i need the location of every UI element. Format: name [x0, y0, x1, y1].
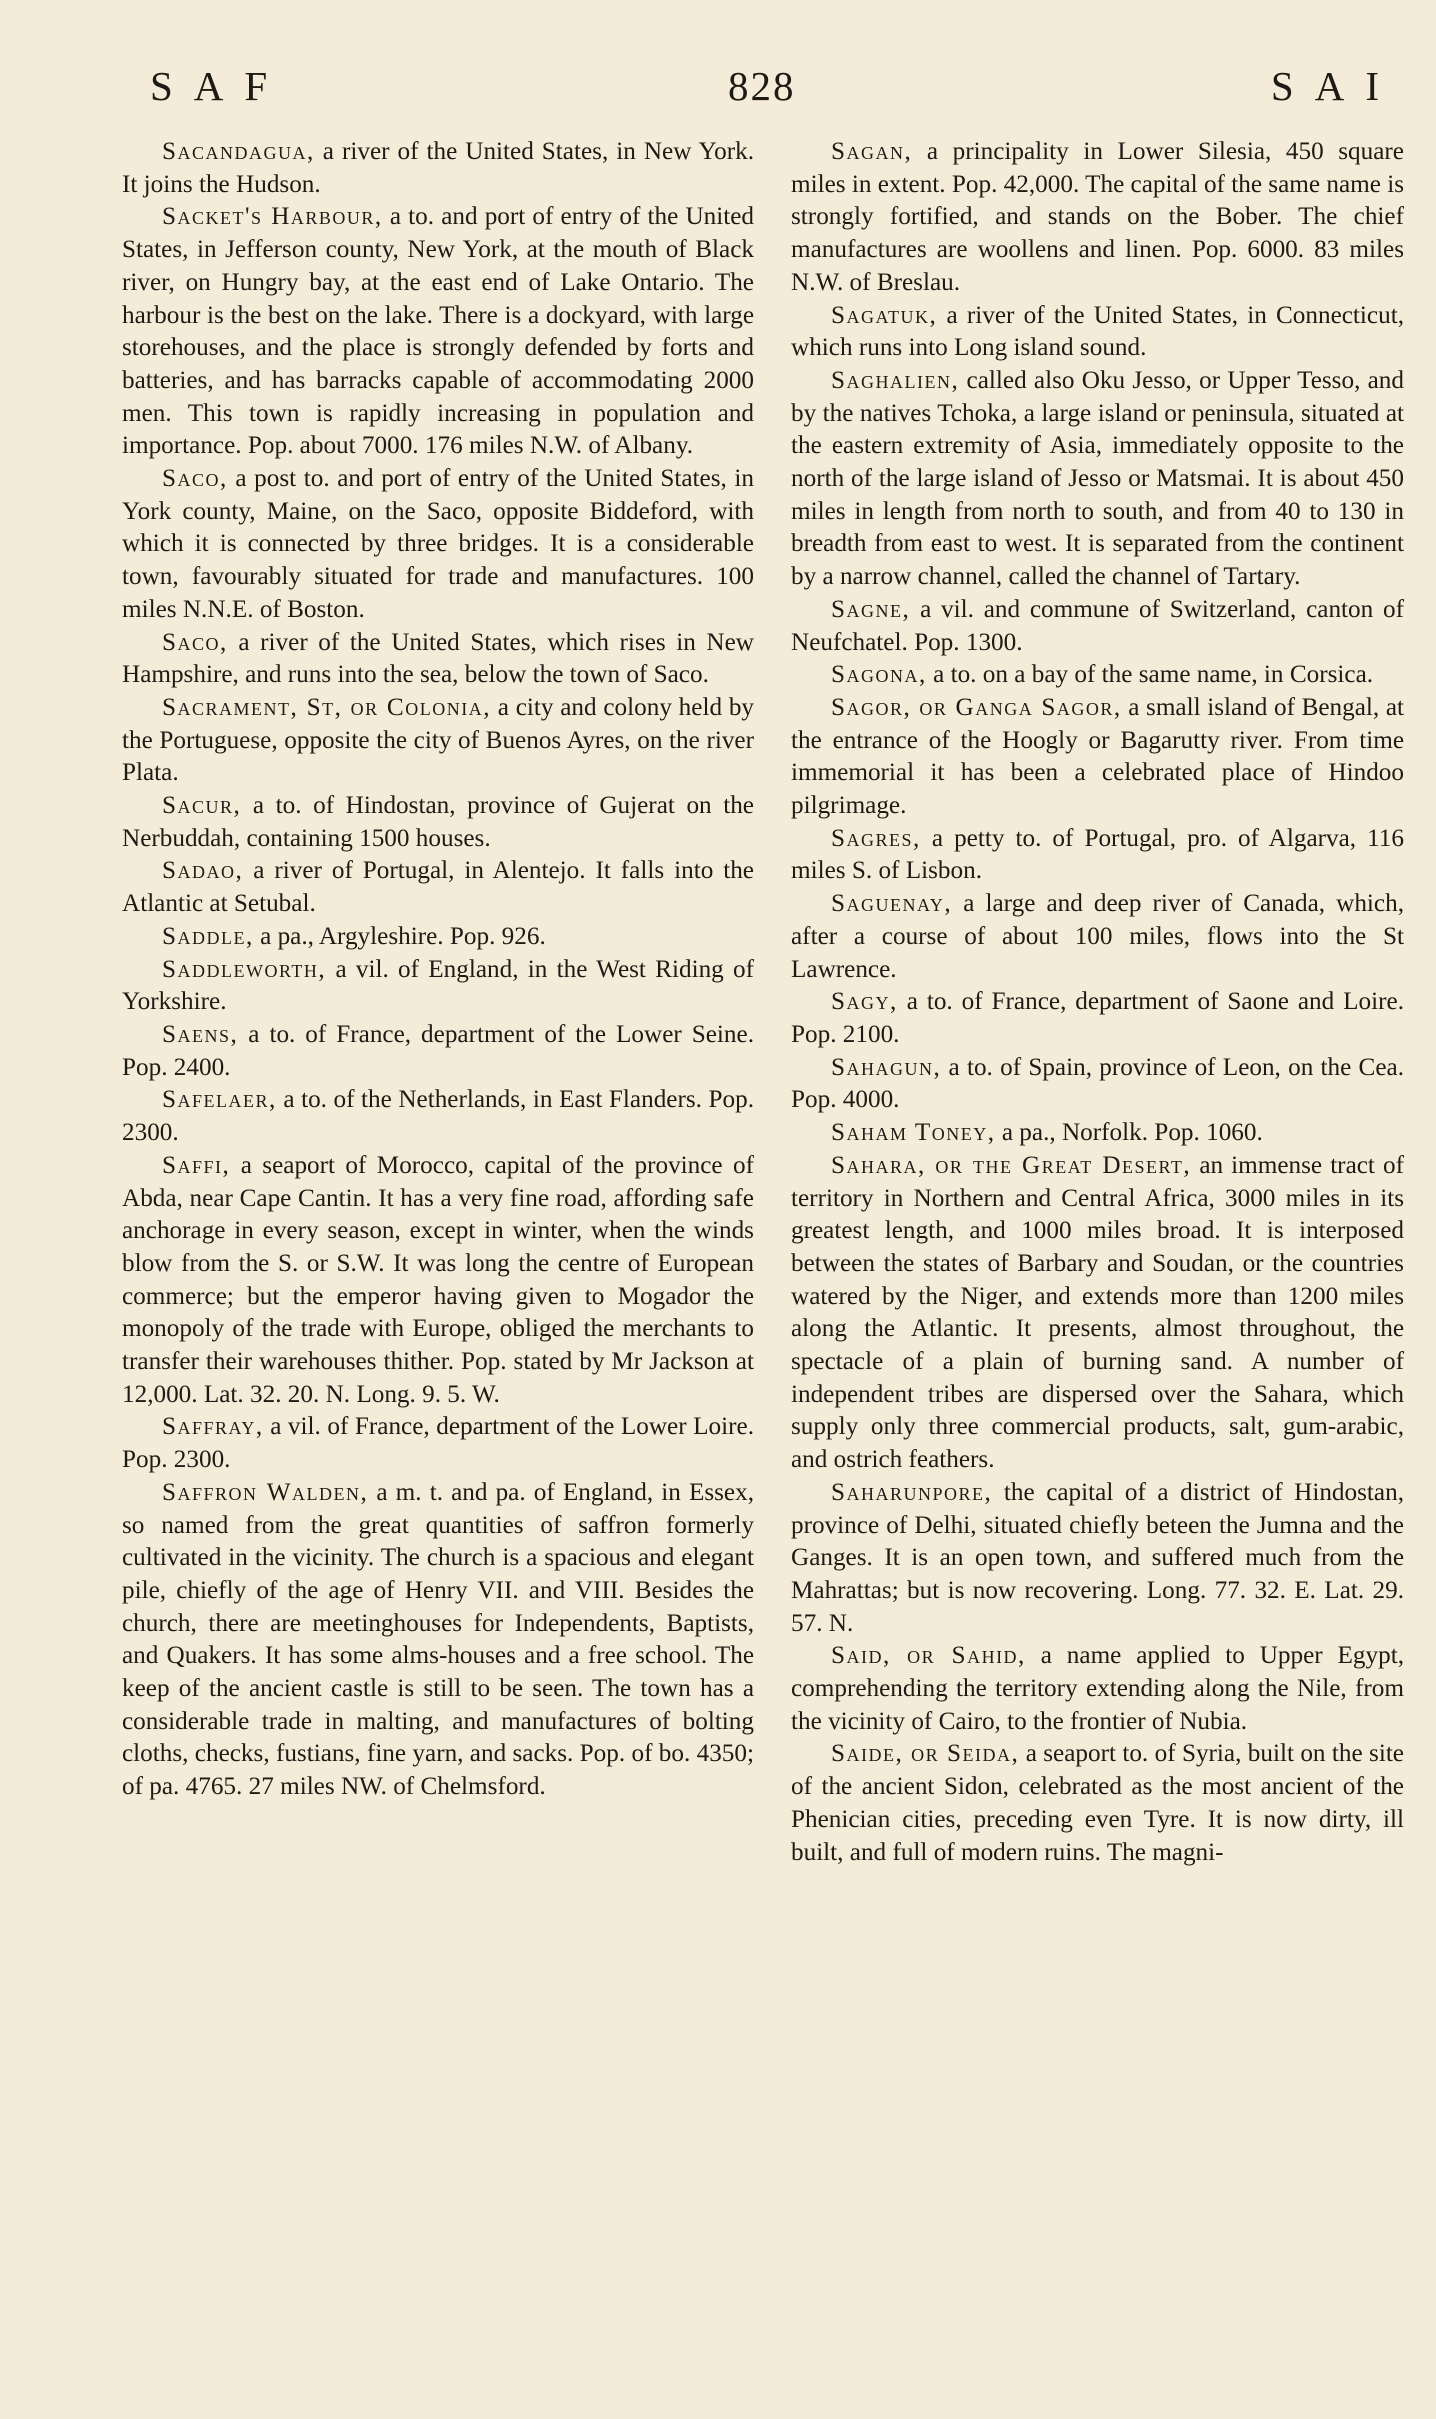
- dictionary-entry: [122, 201, 754, 463]
- entry-headword: Sagor, or Ganga Sagor,: [831, 693, 1122, 721]
- entry-text: a pa., Norfolk. Pop. 1060.: [995, 1119, 1263, 1147]
- entry-headword: Saham Toney,: [831, 1119, 996, 1147]
- entry-text: a petty to. of Portugal, pro. of Algarva, 116 miles S. of Lisbon.: [791, 824, 1404, 885]
- dictionary-entry: [791, 823, 1404, 888]
- entry-headword: Saco,: [162, 628, 228, 656]
- entry-headword: Sadao,: [162, 857, 244, 885]
- entry-headword: Saffray,: [162, 1413, 264, 1441]
- entry-text: a name applied to Upper Egypt, comprehending the territory extending along the Nile, from the vicinity of Cairo, to the frontier of Nubia.: [791, 1642, 1404, 1735]
- right-column: [791, 136, 1404, 1869]
- entry-text: an immense tract of territory in Northern and Central Africa, 3000 miles in its greatest length, and 1000 miles broad. It is interposed between the states of Barbary and Soudan, or the countries watered by the Niger, and extends more than 1200 miles along the Atlantic. It presents, almost throughout, the spectacle of a plain of burning sand. A number of independent tribes are dispersed over the Sahara, which supply only three commercial products, salt, gum-arabic, and ostrich feathers.: [791, 1151, 1404, 1474]
- entry-headword: Sacket's Harbour,: [162, 203, 383, 231]
- entry-headword: Sacur,: [162, 792, 242, 820]
- dictionary-entry: [122, 1150, 754, 1412]
- entry-text: a to. of Spain, province of Leon, on the Cea. Pop. 4000.: [791, 1053, 1404, 1114]
- header-left-term: SAF: [150, 63, 289, 109]
- dictionary-entry: [122, 790, 754, 855]
- entry-text: a pa., Argyleshire. Pop. 926.: [253, 922, 546, 950]
- entry-text: a to. of France, department of Saone and Loire. Pop. 2100.: [791, 988, 1404, 1048]
- entry-headword: Sahara, or the Great Desert,: [831, 1151, 1192, 1179]
- dictionary-entry: [122, 463, 754, 627]
- entry-text: a principality in Lower Silesia, 450 square miles in extent. Pop. 42,000. The capital of the same name is strongly fortified, and stands on the Bober. The chief manufactures are woollens and linen. Pop. 6000. 83 miles N.W. of Breslau.: [791, 138, 1404, 296]
- entry-text: a seaport to. of Syria, built on the site of the ancient Sidon, celebrated as the most ancient of the Phenician cities, preceding even Tyre. It is now dirty, ill built, and full of modern ruins. The magni-: [791, 1740, 1404, 1866]
- dictionary-entry: [122, 627, 754, 692]
- entry-headword: Sagona,: [831, 661, 927, 689]
- entry-text: a seaport of Morocco, capital of the province of Abda, near Cape Cantin. It has a very fine road, affording safe anchorage in every season, except in winter, when the winds blow from the S. or S.W. It was long the centre of European commerce; but the emperor having given to Mogador the monopoly of the trade with Europe, obliged the merchants to transfer their warehouses thither. Pop. stated by Mr Jackson at 12,000. Lat. 32. 20. N. Long. 9. 5. W.: [122, 1151, 754, 1408]
- dictionary-entry: [791, 1477, 1404, 1641]
- entry-headword: Sacrament, St, or Colonia,: [162, 693, 491, 721]
- entry-text: a river of the United States, in New York. It joins the Hudson.: [122, 138, 754, 198]
- dictionary-entry: [791, 1640, 1404, 1738]
- dictionary-entry: [791, 365, 1404, 594]
- entry-headword: Saco,: [162, 465, 228, 493]
- entry-text: a large and deep river of Canada, which, after a course of about 100 miles, flows into the St Lawrence.: [791, 890, 1404, 983]
- entry-text: a small island of Bengal, at the entrance of the Hoogly or Bagarutty river. From time immemorial it has been a celebrated place of Hindoo pilgrimage.: [791, 693, 1404, 820]
- dictionary-entry: [122, 1019, 754, 1084]
- entry-headword: Saffi,: [162, 1151, 231, 1179]
- dictionary-entry: [122, 1477, 754, 1804]
- dictionary-entry: [791, 1052, 1404, 1117]
- entry-headword: Sahagun,: [831, 1053, 942, 1081]
- left-column: [122, 136, 754, 1804]
- entry-text: called also Oku Jesso, or Upper Tesso, and by the natives Tchoka, a large island or peninsula, situated at the eastern extremity of Asia, immediately opposite to the north of the large island of Jesso or Matsmai. It is about 450 miles in length from north to south, and from 40 to 130 in breadth from east to west. It is separated from the continent by a narrow channel, called the channel of Tartary.: [791, 366, 1404, 591]
- entry-headword: Saharunpore,: [831, 1478, 993, 1506]
- dictionary-entry: [791, 300, 1404, 365]
- entry-headword: Sagres,: [831, 824, 921, 852]
- entry-text: a to. of Hindostan, province of Gujerat on the Nerbuddah, containing 1500 houses.: [122, 792, 754, 852]
- dictionary-entry: [122, 855, 754, 920]
- entry-text: a to. of the Netherlands, in East Flanders. Pop. 2300.: [122, 1086, 754, 1147]
- entry-headword: Safelaer,: [162, 1086, 277, 1114]
- dictionary-entry: [791, 692, 1404, 823]
- entry-text: a to. and port of entry of the United States, in Jefferson county, New York, at the mouth of Black river, on Hungry bay, at the east end of Lake Ontario. The harbour is the best on the lake. There is a dockyard, with large storehouses, and the place is strongly defended by forts and batteries, and has barracks capable of accommodating 2000 men. This town is rapidly increasing in population and importance. Pop. about 7000. 176 miles N.W. of Albany.: [122, 203, 755, 460]
- entry-text: a city and colony held by the Portuguese, opposite the city of Buenos Ayres, on the river Plata.: [122, 693, 755, 787]
- entry-text: a river of Portugal, in Alentejo. It falls into the Atlantic at Setubal.: [122, 857, 754, 918]
- entry-text: a vil. and commune of Switzerland, canton of Neufchatel. Pop. 1300.: [791, 595, 1404, 656]
- entry-headword: Saens,: [162, 1020, 239, 1048]
- dictionary-entry: [122, 692, 754, 790]
- entry-text: a to. of France, department of the Lower Seine. Pop. 2400.: [122, 1020, 754, 1081]
- dictionary-entry: [791, 659, 1404, 692]
- dictionary-entry: [122, 1411, 754, 1476]
- entry-headword: Said, or Sahid,: [831, 1642, 1026, 1670]
- entry-text: a to. on a bay of the same name, in Corsica.: [926, 661, 1374, 689]
- dictionary-entry: [791, 594, 1404, 659]
- entry-text: the capital of a district of Hindostan, province of Delhi, situated chiefly beteen the Jumna and the Ganges. It is an open town, and suffered much from the Mahrattas; but is now recovering. Long. 77. 32. E. Lat. 29. 57. N.: [791, 1478, 1404, 1637]
- dictionary-entry: [122, 1084, 754, 1149]
- dictionary-entry: [791, 1738, 1404, 1869]
- entry-headword: Saddleworth,: [162, 955, 327, 983]
- entry-headword: Sacandagua,: [162, 138, 315, 165]
- dictionary-entry: [122, 921, 754, 954]
- page-header: [150, 62, 1400, 122]
- entry-text: a vil. of France, department of the Lower Loire. Pop. 2300.: [122, 1413, 754, 1474]
- entry-headword: Sagy,: [831, 988, 898, 1016]
- header-right-term: SAI: [1270, 63, 1400, 109]
- entry-text: a vil. of England, in the West Riding of Yorkshire.: [122, 955, 754, 1016]
- entry-headword: Sagatuk,: [831, 301, 938, 329]
- entry-headword: Saghalien,: [831, 366, 960, 394]
- dictionary-entry: [791, 888, 1404, 986]
- entry-headword: Saffron Walden,: [162, 1478, 369, 1506]
- entry-headword: Sagan,: [831, 138, 913, 165]
- entry-text: a river of the United States, in Connecticut, which runs into Long island sound.: [791, 301, 1404, 362]
- entry-headword: Saddle,: [162, 922, 254, 950]
- entry-headword: Sagne,: [831, 595, 911, 623]
- dictionary-entry: [791, 1150, 1404, 1477]
- entry-headword: Saguenay,: [831, 890, 953, 918]
- dictionary-entry: [122, 954, 754, 1019]
- dictionary-entry: [122, 136, 754, 201]
- entry-headword: Saide, or Seida,: [831, 1740, 1020, 1768]
- entry-text: a m. t. and pa. of England, in Essex, so named from the great quantities of saffron formerly cultivated in the vicinity. The church is a spacious and elegant pile, chiefly of the age of Henry VII. and VIII. Besides the church, there are meetinghouses for Independents, Baptists, and Quakers. It has some alms-houses and a free school. The keep of the ancient castle is still to be seen. The town has a considerable trade in malting, and manufactures of bolting cloths, checks, fustians, fine yarn, and sacks. Pop. of bo. 4350; of pa. 4765. 27 miles NW. of Chelmsford.: [122, 1478, 755, 1801]
- entry-text: a river of the United States, which rises in New Hampshire, and runs into the sea, below the town of Saco.: [122, 628, 754, 689]
- dictionary-entry: [791, 136, 1404, 300]
- entry-text: a post to. and port of entry of the United States, in York county, Maine, on the Saco, opposite Biddeford, with which it is connected by three bridges. It is a considerable town, favourably situated for trade and manufactures. 100 miles N.N.E. of Boston.: [122, 465, 754, 623]
- dictionary-entry: [791, 986, 1404, 1051]
- dictionary-entry: [791, 1117, 1404, 1150]
- page-number: 828: [728, 63, 796, 109]
